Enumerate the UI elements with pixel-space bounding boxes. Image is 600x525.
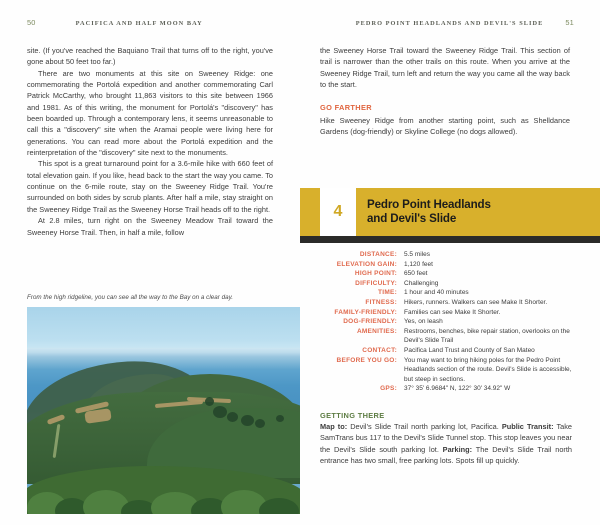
spec-value: 1 hour and 40 minutes <box>404 289 469 297</box>
spec-row <box>320 346 578 356</box>
spec-label: TIME: <box>378 289 397 297</box>
spec-row <box>320 269 578 279</box>
hike-title-bar <box>300 188 600 236</box>
spec-row <box>320 308 578 318</box>
photo-figure <box>27 293 300 514</box>
spec-row <box>320 384 578 394</box>
paragraph: There are two monuments at this site on Sweeney Ridge: one commemorating the Portolá expedition and another commemorating Carl Patrick McCarthy, who brought 11,863 visitors to this site between 1966 and 1981. As of this writing, the monument for Portolá's "discovery" has been boarded up. Through a contemporary lens, it seems unreasonable to call this a "discovery" site when the Aramai people were living here for generations. You can read more about the Portolá expedition and the reinterpretation of the "discovery" site next to the monuments. <box>27 68 273 158</box>
tree-cluster <box>227 412 238 422</box>
spec-row <box>320 327 578 346</box>
right-running-head <box>300 18 600 27</box>
spec-value: Pacifica Land Trust and County of San Mateo <box>404 346 535 354</box>
left-folio: 50 <box>27 18 36 27</box>
spec-row <box>320 279 578 289</box>
left-running-head <box>0 18 300 27</box>
paragraph: site. (If you've reached the Baquiano Trail that turns off to the right, you've gone about 50 feet too far.) <box>27 46 273 67</box>
paragraph: the Sweeney Horse Trail toward the Sweeney Ridge Trail. This section of trail is narrower than the other trails on this route. When you arrive at the Sweeney Ridge Trail, turn left and return the way you came all the way back to the start. <box>320 46 570 90</box>
spec-label: DOG-FRIENDLY: <box>343 318 397 326</box>
tree-cluster <box>213 406 227 418</box>
spec-value: You may want to bring hiking poles for the Pedro Point Headlands section of the route. Devil's Slide is accessible, but steep in sections. <box>404 356 572 383</box>
tree-cluster <box>255 419 265 428</box>
public-transit-label: Public Transit: <box>501 422 554 431</box>
spec-value: Hikers, runners. Walkers can see Make It Shorter. <box>404 298 548 306</box>
spec-value: 1,120 feet <box>404 260 433 268</box>
go-farther-section <box>320 102 570 137</box>
hike-name <box>356 188 600 236</box>
map-to-value: Devil's Slide Trail north parking lot, Pacifica. <box>347 422 502 431</box>
right-body-column <box>320 45 570 137</box>
tree-cluster <box>241 415 254 426</box>
spec-value: 37° 35' 6.9684" N, 122° 30' 34.92" W <box>404 385 511 393</box>
go-farther-heading: GO FARTHER <box>320 103 372 113</box>
spec-row <box>320 250 578 260</box>
spec-value: Restrooms, benches, bike repair station, overlooks on the Devil's Slide Trail <box>404 327 570 345</box>
hike-spec-table <box>320 250 578 394</box>
getting-there-body <box>320 421 572 466</box>
spec-value: 650 feet <box>404 270 428 278</box>
map-to-label: Map to: <box>320 422 348 431</box>
left-running-head-title: PACIFICA AND HALF MOON BAY <box>75 20 203 27</box>
public-transit-value: Take SamTrans bus 117 to the Devil's Slide Tunnel stop. This stop leaves you near the Devil's Slide south parking lot. <box>320 422 572 454</box>
hike-number-box <box>320 188 356 236</box>
spec-label: BEFORE YOU GO: <box>336 356 397 364</box>
hike-number: 4 <box>333 203 343 220</box>
hike-title-line-1: Pedro Point Headlands <box>367 198 491 212</box>
tree-cluster <box>205 397 214 406</box>
go-farther-body: Hike Sweeney Ridge from another starting point, such as Shelldance Gardens (dog-friendly) or Skyline College (no dogs allowed). <box>320 115 570 137</box>
spec-value: Yes, on leash <box>404 318 443 326</box>
parking-value: The Devil's Slide Trail north entrance has two small, free parking lots. Spots fill up quickly. <box>320 444 572 466</box>
spec-label: CONTACT: <box>362 346 397 354</box>
spec-row <box>320 260 578 270</box>
spec-label: ELEVATION GAIN: <box>336 260 397 268</box>
spec-label: FAMILY-FRIENDLY: <box>334 308 397 316</box>
photo-caption: From the high ridgeline, you can see all the way to the Bay on a clear day. <box>27 294 234 301</box>
spec-label: HIGH POINT: <box>354 270 397 278</box>
paragraph: At 2.8 miles, turn right on the Sweeney Meadow Trail toward the Sweeney Horse Trail. Then, in half a mile, follow <box>27 216 273 237</box>
spec-value: 5.5 miles <box>404 251 431 258</box>
right-folio: 51 <box>565 18 574 27</box>
spec-value: Challenging <box>404 279 439 287</box>
hike-title-shadow <box>300 236 600 243</box>
shrub <box>259 498 299 514</box>
right-running-head-title: PEDRO POINT HEADLANDS AND DEVIL'S SLIDE <box>355 20 544 27</box>
getting-there-section <box>320 411 572 466</box>
spec-label: FITNESS: <box>365 298 397 306</box>
paragraph: This spot is a great turnaround point for a 3.6-mile hike with 660 feet of total elevation gain. If you like, head back to the start the way you came. To continue on the 6-mile route, stay on the Sweeney Ridge Trail. You're surrounded on both sides by scrub plants. After half a mile, stay straight on the Sweeney Ridge Trail as the Sweeney Horse Trail heads off to the right. <box>27 159 273 214</box>
hike-title-block <box>300 188 600 245</box>
tree-cluster <box>276 415 284 422</box>
spec-label: DISTANCE: <box>359 251 397 258</box>
spec-row <box>320 298 578 308</box>
getting-there-heading: GETTING THERE <box>320 411 385 420</box>
spec-value: Families can see Make It Shorter. <box>404 308 501 316</box>
spec-label: DIFFICULTY: <box>355 279 397 287</box>
hike-title-line-2: and Devil's Slide <box>367 212 457 225</box>
spec-row <box>320 317 578 327</box>
spec-row <box>320 288 578 298</box>
spec-row <box>320 356 578 385</box>
ridgeline-ocean-view-photo <box>27 307 300 514</box>
hike-title-shadow-gap <box>300 243 600 245</box>
spec-label: AMENITIES: <box>356 327 397 335</box>
parking-label: Parking: <box>442 444 473 454</box>
spec-label: GPS: <box>380 385 397 393</box>
left-body-column <box>27 45 273 238</box>
